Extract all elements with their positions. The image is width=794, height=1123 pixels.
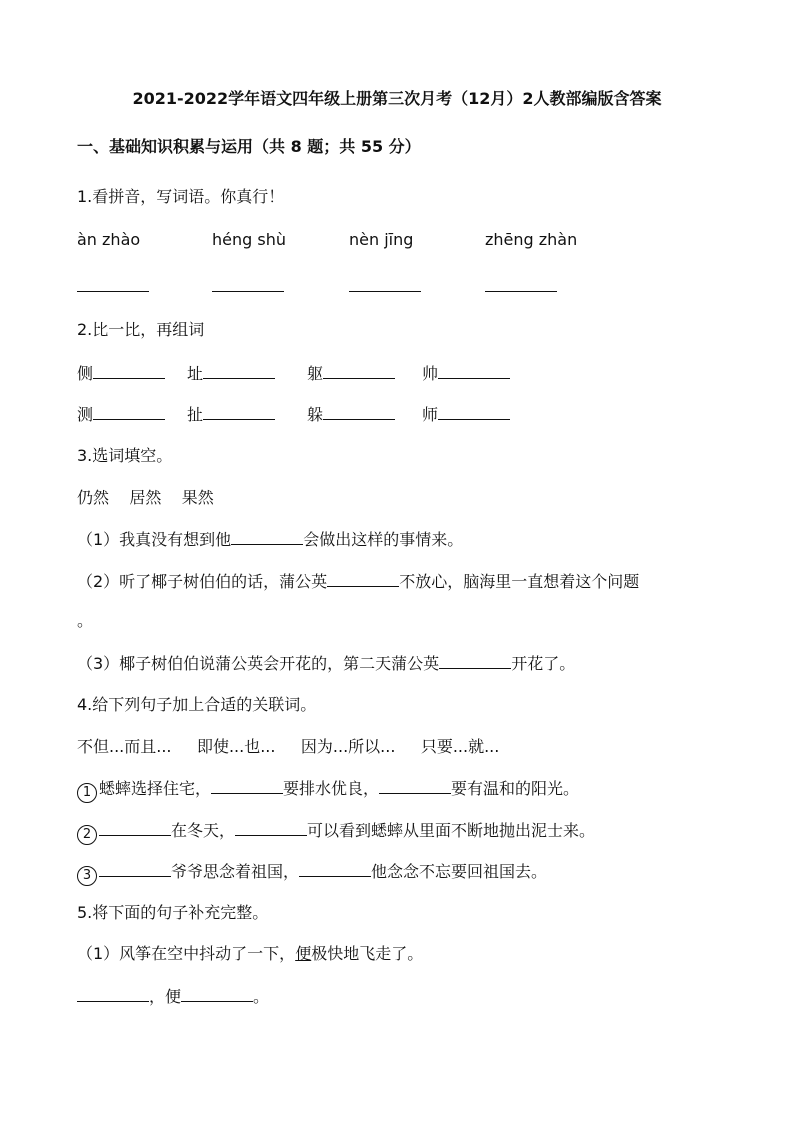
char: 躯: [307, 364, 324, 383]
char: 测: [77, 405, 94, 424]
char: 师: [422, 405, 439, 424]
answer-blank[interactable]: [203, 362, 275, 379]
answer-blank[interactable]: [99, 860, 171, 877]
answer-blank[interactable]: [485, 275, 557, 298]
char: 侧: [77, 364, 94, 383]
sentence: （3）椰子树伯伯说蒲公英会开花的，第二天蒲公英 开花了。: [77, 654, 576, 673]
answer-blank[interactable]: [203, 403, 275, 420]
question-5-prompt: 5.将下面的句子补充完整。: [77, 903, 269, 922]
sentence: （1）我真没有想到他 会做出这样的事情来。: [77, 530, 464, 549]
answer-blank[interactable]: [212, 275, 284, 298]
compare-char-item: [187, 362, 275, 385]
answer-blank[interactable]: [99, 819, 171, 836]
compare-char-item: [77, 362, 165, 385]
answer-blank[interactable]: [181, 985, 253, 1002]
question-4-prompt: 4.给下列句子加上合适的关联词。: [77, 695, 317, 714]
compare-char-item: [77, 403, 165, 426]
sentence: 3 爷爷思念着祖国， 他念念不忘要回祖国去。: [77, 860, 547, 886]
answer-blank[interactable]: [327, 570, 399, 587]
answer-blank[interactable]: [438, 362, 510, 379]
number-circle: 3: [77, 866, 97, 886]
page-title: 2021-2022学年语文四年级上册第三次月考（12月）2人教部编版含答案: [132, 89, 662, 108]
sentence: （2）听了椰子树伯伯的话，蒲公英 不放心，脑海里一直想着这个问题: [77, 572, 640, 591]
word-options: 仍然 居然 果然: [77, 488, 214, 507]
answer-blank[interactable]: [231, 528, 303, 545]
compare-char-item: [307, 362, 395, 385]
question-1-prompt: 1.看拼音，写词语。你真行！: [77, 187, 285, 206]
char: 帅: [422, 364, 439, 383]
pinyin-2: héng shù: [212, 230, 286, 249]
char: 扯: [187, 405, 204, 424]
answer-blank[interactable]: [77, 985, 149, 1002]
answer-blank[interactable]: [299, 860, 371, 877]
sentence: 2 在冬天， 可以看到蟋蟀从里面不断地抛出泥士来。: [77, 819, 595, 845]
compare-char-item: [422, 403, 510, 426]
answer-blank[interactable]: [349, 275, 421, 298]
question-2-prompt: 2.比一比，再组词: [77, 320, 205, 339]
answer-blank[interactable]: [379, 777, 451, 794]
answer-blank[interactable]: [211, 777, 283, 794]
question-3-prompt: 3.选词填空。: [77, 446, 173, 465]
underlined-word: 便: [295, 944, 312, 963]
answer-blank[interactable]: [438, 403, 510, 420]
number-circle: 1: [77, 783, 97, 803]
answer-blank[interactable]: [77, 275, 149, 298]
fill-line: ，便 。: [77, 985, 269, 1008]
answer-blank[interactable]: [235, 819, 307, 836]
char: 躲: [307, 405, 324, 424]
answer-blank[interactable]: [323, 362, 395, 379]
sentence: 1 蟋蟀选择住宅， 要排水优良， 要有温和的阳光。: [77, 777, 579, 803]
sentence-continuation: 。: [77, 611, 94, 630]
answer-blank[interactable]: [439, 652, 511, 669]
answer-blank[interactable]: [323, 403, 395, 420]
compare-char-item: [307, 403, 395, 426]
section-heading: 一、基础知识积累与运用（共 8 题；共 55 分）: [77, 137, 421, 156]
answer-blank[interactable]: [93, 362, 165, 379]
char: 址: [187, 364, 204, 383]
sentence: （1）风筝在空中抖动了一下，便极快地飞走了。: [77, 944, 424, 963]
pinyin-1: àn zhào: [77, 230, 141, 249]
number-circle: 2: [77, 825, 97, 845]
pinyin-3: nèn jīng: [349, 230, 414, 249]
compare-char-item: [422, 362, 510, 385]
pinyin-4: zhēng zhàn: [485, 230, 578, 249]
answer-blank[interactable]: [93, 403, 165, 420]
compare-char-item: [187, 403, 275, 426]
conjunction-options: 不但...而且... 即使...也... 因为...所以... 只要...就...: [77, 737, 500, 756]
